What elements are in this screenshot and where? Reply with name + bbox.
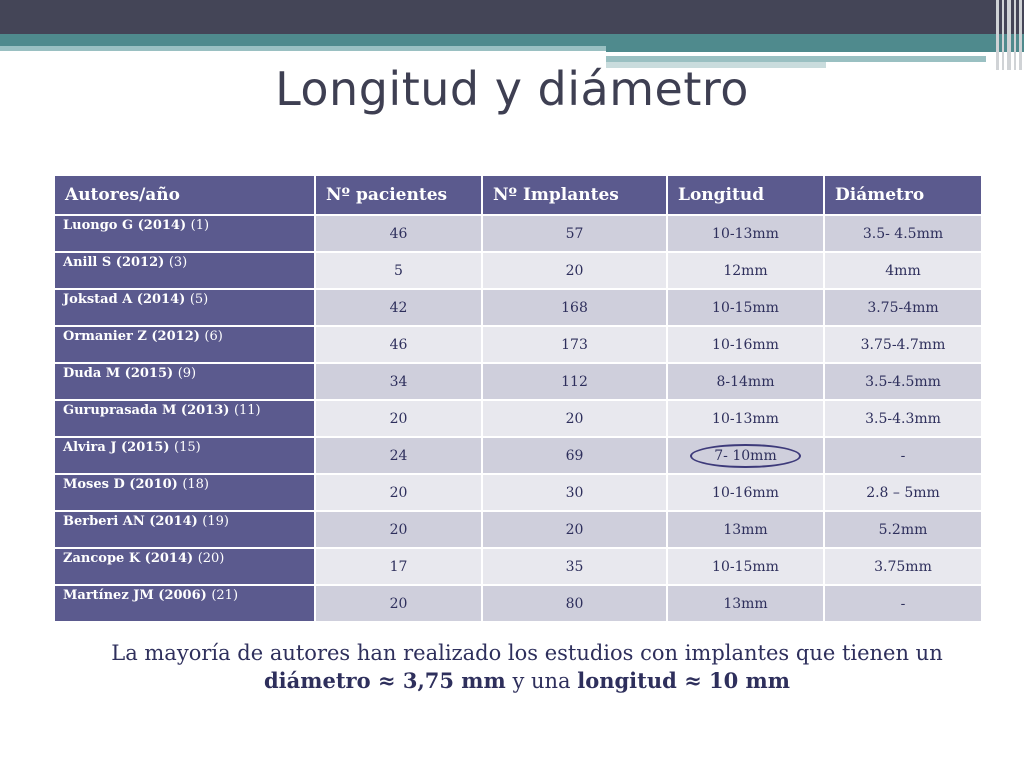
patients-cell: 20	[315, 585, 482, 622]
author-name: Moses D (2010)	[63, 477, 178, 492]
diameter-cell: 3.75-4mm	[824, 289, 982, 326]
author-cell	[54, 363, 315, 400]
diameter-cell: 3.75mm	[824, 548, 982, 585]
table-row	[54, 474, 982, 511]
author-cell	[54, 585, 315, 622]
author-name: Zancope K (2014)	[63, 551, 194, 566]
length-cell: 13mm	[667, 585, 824, 622]
table-header-row	[54, 175, 982, 215]
table-row	[54, 289, 982, 326]
table-row	[54, 215, 982, 252]
table-row	[54, 437, 982, 474]
diameter-cell: -	[824, 585, 982, 622]
patients-cell: 17	[315, 548, 482, 585]
author-name: Martínez JM (2006)	[63, 588, 207, 603]
implants-cell: 35	[482, 548, 667, 585]
patients-cell: 20	[315, 511, 482, 548]
table-row	[54, 326, 982, 363]
length-cell: 12mm	[667, 252, 824, 289]
author-ref: (6)	[204, 329, 223, 344]
author-cell	[54, 326, 315, 363]
implants-cell: 168	[482, 289, 667, 326]
author-name: Anill S (2012)	[63, 255, 165, 270]
author-ref: (11)	[233, 403, 261, 418]
implants-cell: 20	[482, 252, 667, 289]
author-ref: (5)	[189, 292, 209, 307]
author-cell	[54, 511, 315, 548]
author-name: Duda M (2015)	[63, 366, 174, 381]
table-row	[54, 363, 982, 400]
slide-title: Longitud y diámetro	[275, 62, 749, 116]
header-longitud: Longitud	[667, 175, 824, 215]
author-cell	[54, 548, 315, 585]
length-cell: 10-15mm	[667, 289, 824, 326]
table-row	[54, 511, 982, 548]
author-name: Berberi AN (2014)	[63, 514, 198, 529]
implants-cell: 57	[482, 215, 667, 252]
length-cell: 10-13mm	[667, 215, 824, 252]
implants-cell: 112	[482, 363, 667, 400]
author-ref: (21)	[211, 588, 239, 603]
patients-cell: 5	[315, 252, 482, 289]
patients-cell: 20	[315, 400, 482, 437]
table-row	[54, 585, 982, 622]
author-cell	[54, 215, 315, 252]
header-pacientes: Nº pacientes	[315, 175, 482, 215]
header-band-teal	[0, 34, 1024, 46]
patients-cell: 46	[315, 215, 482, 252]
conclusion-text	[100, 640, 954, 695]
diameter-cell: -	[824, 437, 982, 474]
conclusion-length: longitud ≈ 10 mm	[577, 668, 790, 693]
author-ref: (1)	[190, 218, 210, 233]
length-cell: 10-16mm	[667, 474, 824, 511]
author-cell	[54, 289, 315, 326]
conclusion-part1: La mayoría de autores han realizado los estudios con implantes que tienen un	[111, 641, 943, 665]
diameter-cell: 3.5-4.5mm	[824, 363, 982, 400]
length-cell: 10-15mm	[667, 548, 824, 585]
implants-cell: 173	[482, 326, 667, 363]
length-cell	[667, 437, 824, 474]
author-name: Ormanier Z (2012)	[63, 329, 200, 344]
implants-cell: 20	[482, 511, 667, 548]
patients-cell: 34	[315, 363, 482, 400]
studies-table	[53, 174, 983, 623]
patients-cell: 42	[315, 289, 482, 326]
implants-cell: 69	[482, 437, 667, 474]
header-diametro: Diámetro	[824, 175, 982, 215]
diameter-cell: 4mm	[824, 252, 982, 289]
author-name: Luongo G (2014)	[63, 218, 187, 233]
author-ref: (9)	[177, 366, 197, 381]
author-ref: (15)	[174, 440, 201, 455]
patients-cell: 46	[315, 326, 482, 363]
header-band-dark	[0, 0, 1024, 34]
author-ref: (3)	[168, 255, 188, 270]
author-cell	[54, 437, 315, 474]
diameter-cell: 3.5-4.3mm	[824, 400, 982, 437]
header-vertical-lines	[994, 0, 1024, 70]
table-row	[54, 548, 982, 585]
table-row	[54, 400, 982, 437]
highlight-circle: 7- 10mm	[690, 444, 800, 468]
length-cell: 13mm	[667, 511, 824, 548]
author-cell	[54, 400, 315, 437]
diameter-cell: 2.8 – 5mm	[824, 474, 982, 511]
author-cell	[54, 474, 315, 511]
author-ref: (18)	[182, 477, 209, 492]
conclusion-diameter: diámetro ≈ 3,75 mm	[264, 668, 506, 693]
patients-cell: 24	[315, 437, 482, 474]
implants-cell: 20	[482, 400, 667, 437]
author-ref: (19)	[202, 514, 229, 529]
patients-cell: 20	[315, 474, 482, 511]
diameter-cell: 3.75-4.7mm	[824, 326, 982, 363]
conclusion-part3: y una	[512, 669, 571, 693]
author-cell	[54, 252, 315, 289]
table-row	[54, 252, 982, 289]
header-band-light	[0, 46, 606, 51]
author-name: Guruprasada M (2013)	[63, 403, 230, 418]
diameter-cell: 3.5- 4.5mm	[824, 215, 982, 252]
length-cell: 10-13mm	[667, 400, 824, 437]
length-cell: 8-14mm	[667, 363, 824, 400]
author-ref: (20)	[197, 551, 225, 566]
diameter-cell: 5.2mm	[824, 511, 982, 548]
header-implantes: Nº Implantes	[482, 175, 667, 215]
header-autores: Autores/año	[54, 175, 315, 215]
author-name: Jokstad A (2014)	[63, 292, 186, 307]
length-cell: 10-16mm	[667, 326, 824, 363]
author-name: Alvira J (2015)	[63, 440, 170, 455]
implants-cell: 30	[482, 474, 667, 511]
implants-cell: 80	[482, 585, 667, 622]
